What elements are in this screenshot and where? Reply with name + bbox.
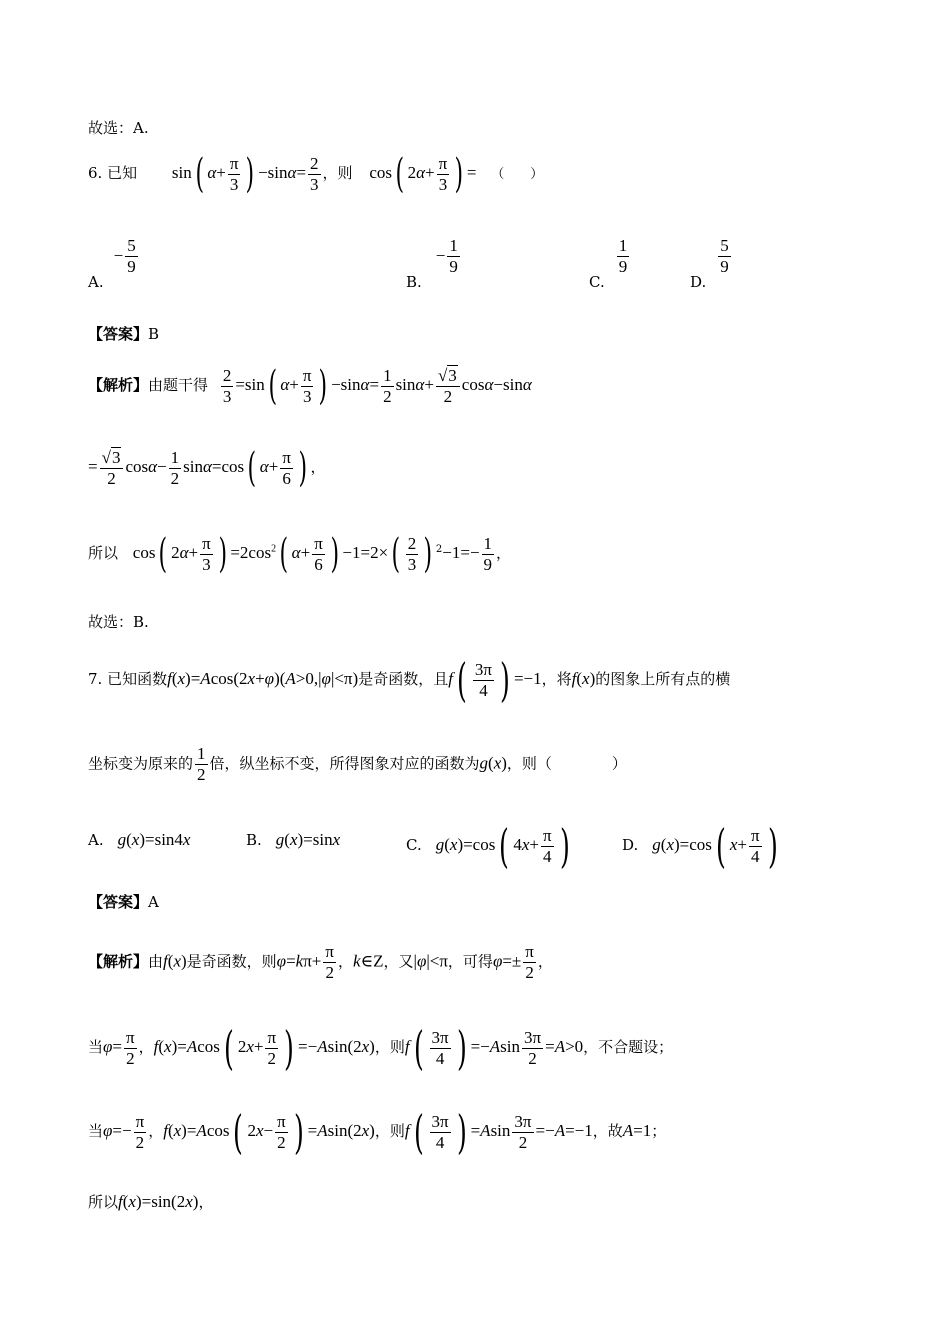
q7-option-d: D. g(x)=cos( x+ $\frac{\pi}{4}$ ) (622, 819, 778, 873)
q6-option-d: D. $\frac{5}{9}$ (690, 236, 729, 291)
q6-analysis-line-3: 所以 cos( 2α+ $\frac{\pi}{3}$ ) $=2\cos^2$( α+ $\frac{\pi}{6}$ ) −1=2×( $\frac{2}{3}$ ) $^2$−1=− $\frac{1}{9}$ ， (88, 531, 512, 577)
q7-option-c: C. g(x)=cos( 4x+ $\frac{\pi}{4}$ ) (406, 819, 570, 873)
q6-choice: 故选：B. (88, 613, 149, 631)
q7-analysis-line-1: 【解析】由f(x)是奇函数，则φ=kπ+ $\frac{\pi}{2}$ ，k∈Z，又|φ|<π，可得φ=± $\frac{\pi}{2}$ ， (88, 942, 553, 982)
q7-answer: 【答案】A (88, 893, 159, 911)
q6-answer: 【答案】B (88, 325, 160, 343)
q7-analysis-line-3: 当φ=− $\frac{\pi}{2}$ ，f(x)=Acos( 2x− $\frac{\pi}{2}$ ) =Asin(2x)，则f( $\frac{3\pi}{4}$ ) =Asin $\frac{3\pi}{2}$ =−A=−1，故A=1； (88, 1105, 667, 1159)
question-7-stem-line-1: 7. 已知函数f(x)=Acos(2x+φ)(A>0,|φ|<π)是奇函数，且f( $\frac{3\pi}{4}$ ) =−1，将f(x)的图象上所有点的横 (88, 653, 731, 707)
q6-analysis-line-1: 【解析】由题干得 $\frac{2}{3}$ =sin( α+ $\frac{\pi}{3}$ ) −sinα= $\frac{1}{2}$ sinα+ $\frac{√3}{2}$ cosα−sinα (88, 363, 532, 409)
q6-option-b: B.− $\frac{1}{9}$ (406, 236, 458, 291)
q7-analysis-line-2: 当φ= $\frac{\pi}{2}$ ，f(x)=Acos( 2x+ $\frac{\pi}{2}$ ) =−Asin(2x)，则f( $\frac{3\pi}{4}$ ) =−Asin $\frac{3\pi}{2}$ =A>0，不合题设； (88, 1021, 674, 1075)
previous-answer-choice: 故选：A. (88, 119, 149, 137)
q7-option-b: B. g(x)=sinx (246, 830, 341, 849)
question-6-stem: 6. 已知 sin( α+ $\frac{\pi}{3}$ ) −sinα= $\frac{2}{3}$ ，则 cos( 2α+ $\frac{\pi}{3}$ ) = （ ） (88, 151, 544, 197)
q6-option-a: A.− $\frac{5}{9}$ (88, 236, 136, 291)
question-7-stem-line-2: 坐标变为原来的 $\frac{1}{2}$ 倍，纵坐标不变，所得图象对应的函数为g(x)，则（ ） (88, 744, 627, 784)
q7-analysis-line-4: 所以f(x)=sin(2x)， (88, 1192, 214, 1211)
q6-analysis-line-2: = $\frac{√3}{2}$ cosα− $\frac{1}{2}$ sinα=cos( α+ $\frac{\pi}{6}$ ) ， (88, 445, 326, 491)
q6-option-c: C. $\frac{1}{9}$ (589, 236, 628, 291)
q7-option-a: A. g(x)=sin4x (88, 830, 191, 849)
